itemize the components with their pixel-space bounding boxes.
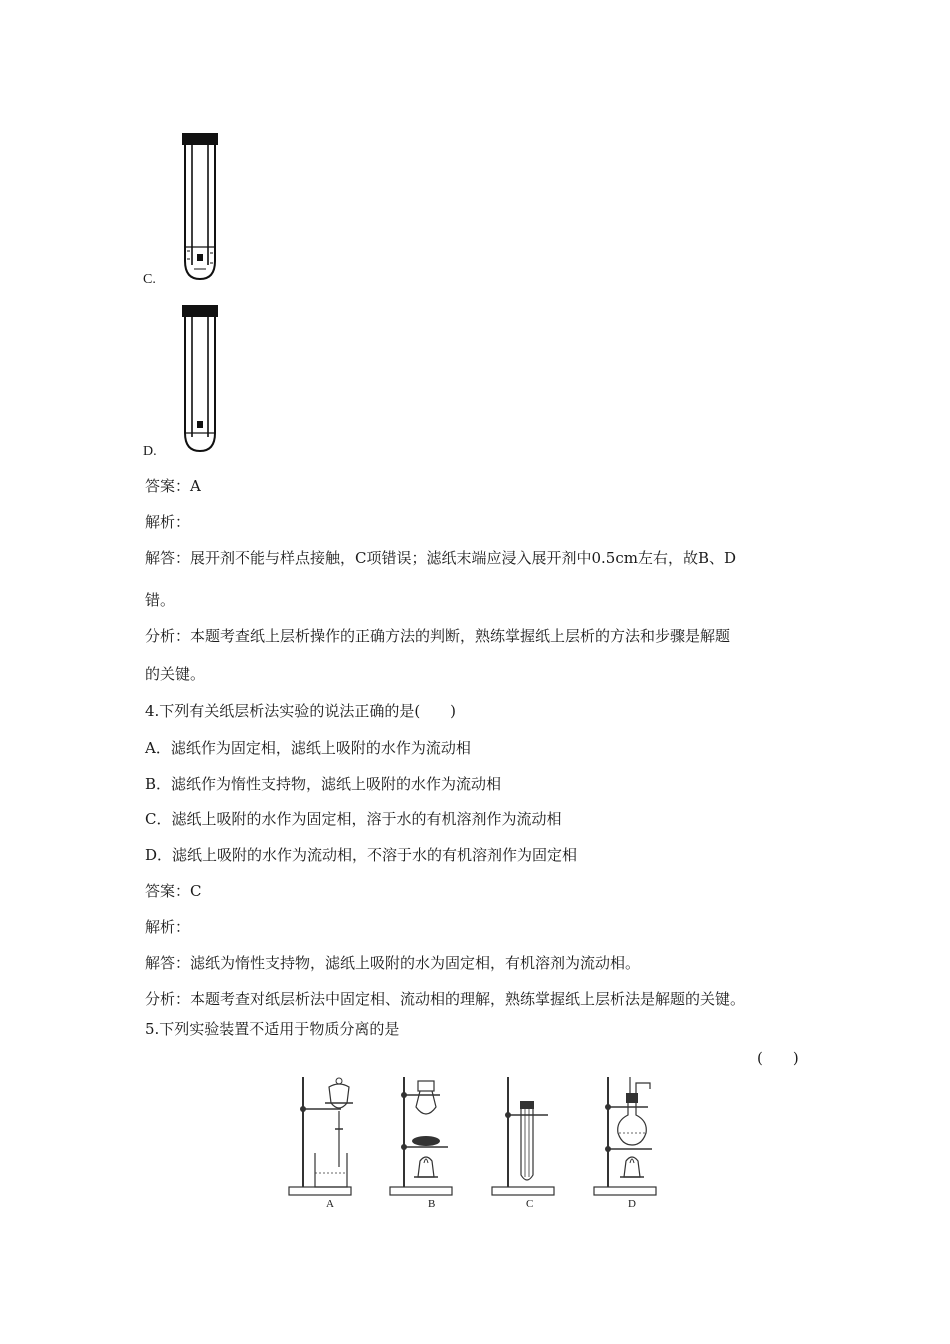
q4-option-c: C．滤纸上吸附的水作为固定相，溶于水的有机溶剂作为流动相 <box>145 810 562 828</box>
apparatus-d-label: D <box>628 1198 636 1210</box>
q4-option-d: D．滤纸上吸附的水作为流动相，不溶于水的有机溶剂作为固定相 <box>145 846 578 864</box>
q4-answer: 答案：C <box>145 882 202 900</box>
q5-answer-bracket: ( ) <box>757 1049 799 1067</box>
apparatus-c-label: C <box>526 1198 534 1210</box>
option-c-label: C. <box>143 272 156 287</box>
q3-solution-line-1: 解答：展开剂不能与样点接触，C项错误；滤纸末端应浸入展开剂中0.5cm左右，故B、D <box>145 549 737 567</box>
apparatus-c-test-tube <box>490 1073 570 1198</box>
test-tube-figure-c <box>180 133 222 283</box>
apparatus-b-label: B <box>428 1198 436 1210</box>
test-tube-figure-d <box>180 305 222 455</box>
apparatus-a-label: A <box>326 1198 334 1210</box>
q4-stem: 4.下列有关纸层析法实验的说法正确的是( ) <box>145 702 457 720</box>
q4-solution: 解答：滤纸为惰性支持物，滤纸上吸附的水为固定相，有机溶剂为流动相。 <box>145 954 641 972</box>
q3-solution-line-2: 错。 <box>145 591 176 609</box>
q5-stem: 5.下列实验装置不适用于物质分离的是 <box>145 1020 400 1038</box>
q3-answer: 答案：A <box>145 477 201 495</box>
q4-analysis-heading: 解析： <box>145 918 191 936</box>
apparatus-b-flask-heating <box>388 1073 468 1198</box>
q4-option-a: A．滤纸作为固定相，滤纸上吸附的水作为流动相 <box>145 739 471 757</box>
q3-analysis-heading: 解析： <box>145 513 191 531</box>
apparatus-d-distillation <box>592 1073 672 1198</box>
q4-option-b: B．滤纸作为惰性支持物，滤纸上吸附的水作为流动相 <box>145 775 502 793</box>
q3-analysis-line-1: 分析：本题考查纸上层析操作的正确方法的判断，熟练掌握纸上层析的方法和步骤是解题 <box>145 627 731 645</box>
option-d-label: D. <box>143 444 157 459</box>
q4-analysis: 分析：本题考查对纸层析法中固定相、流动相的理解，熟练掌握纸上层析法是解题的关键。 <box>145 990 746 1008</box>
apparatus-a-separatory-funnel <box>287 1073 367 1198</box>
q3-analysis-line-2: 的关键。 <box>145 665 206 683</box>
